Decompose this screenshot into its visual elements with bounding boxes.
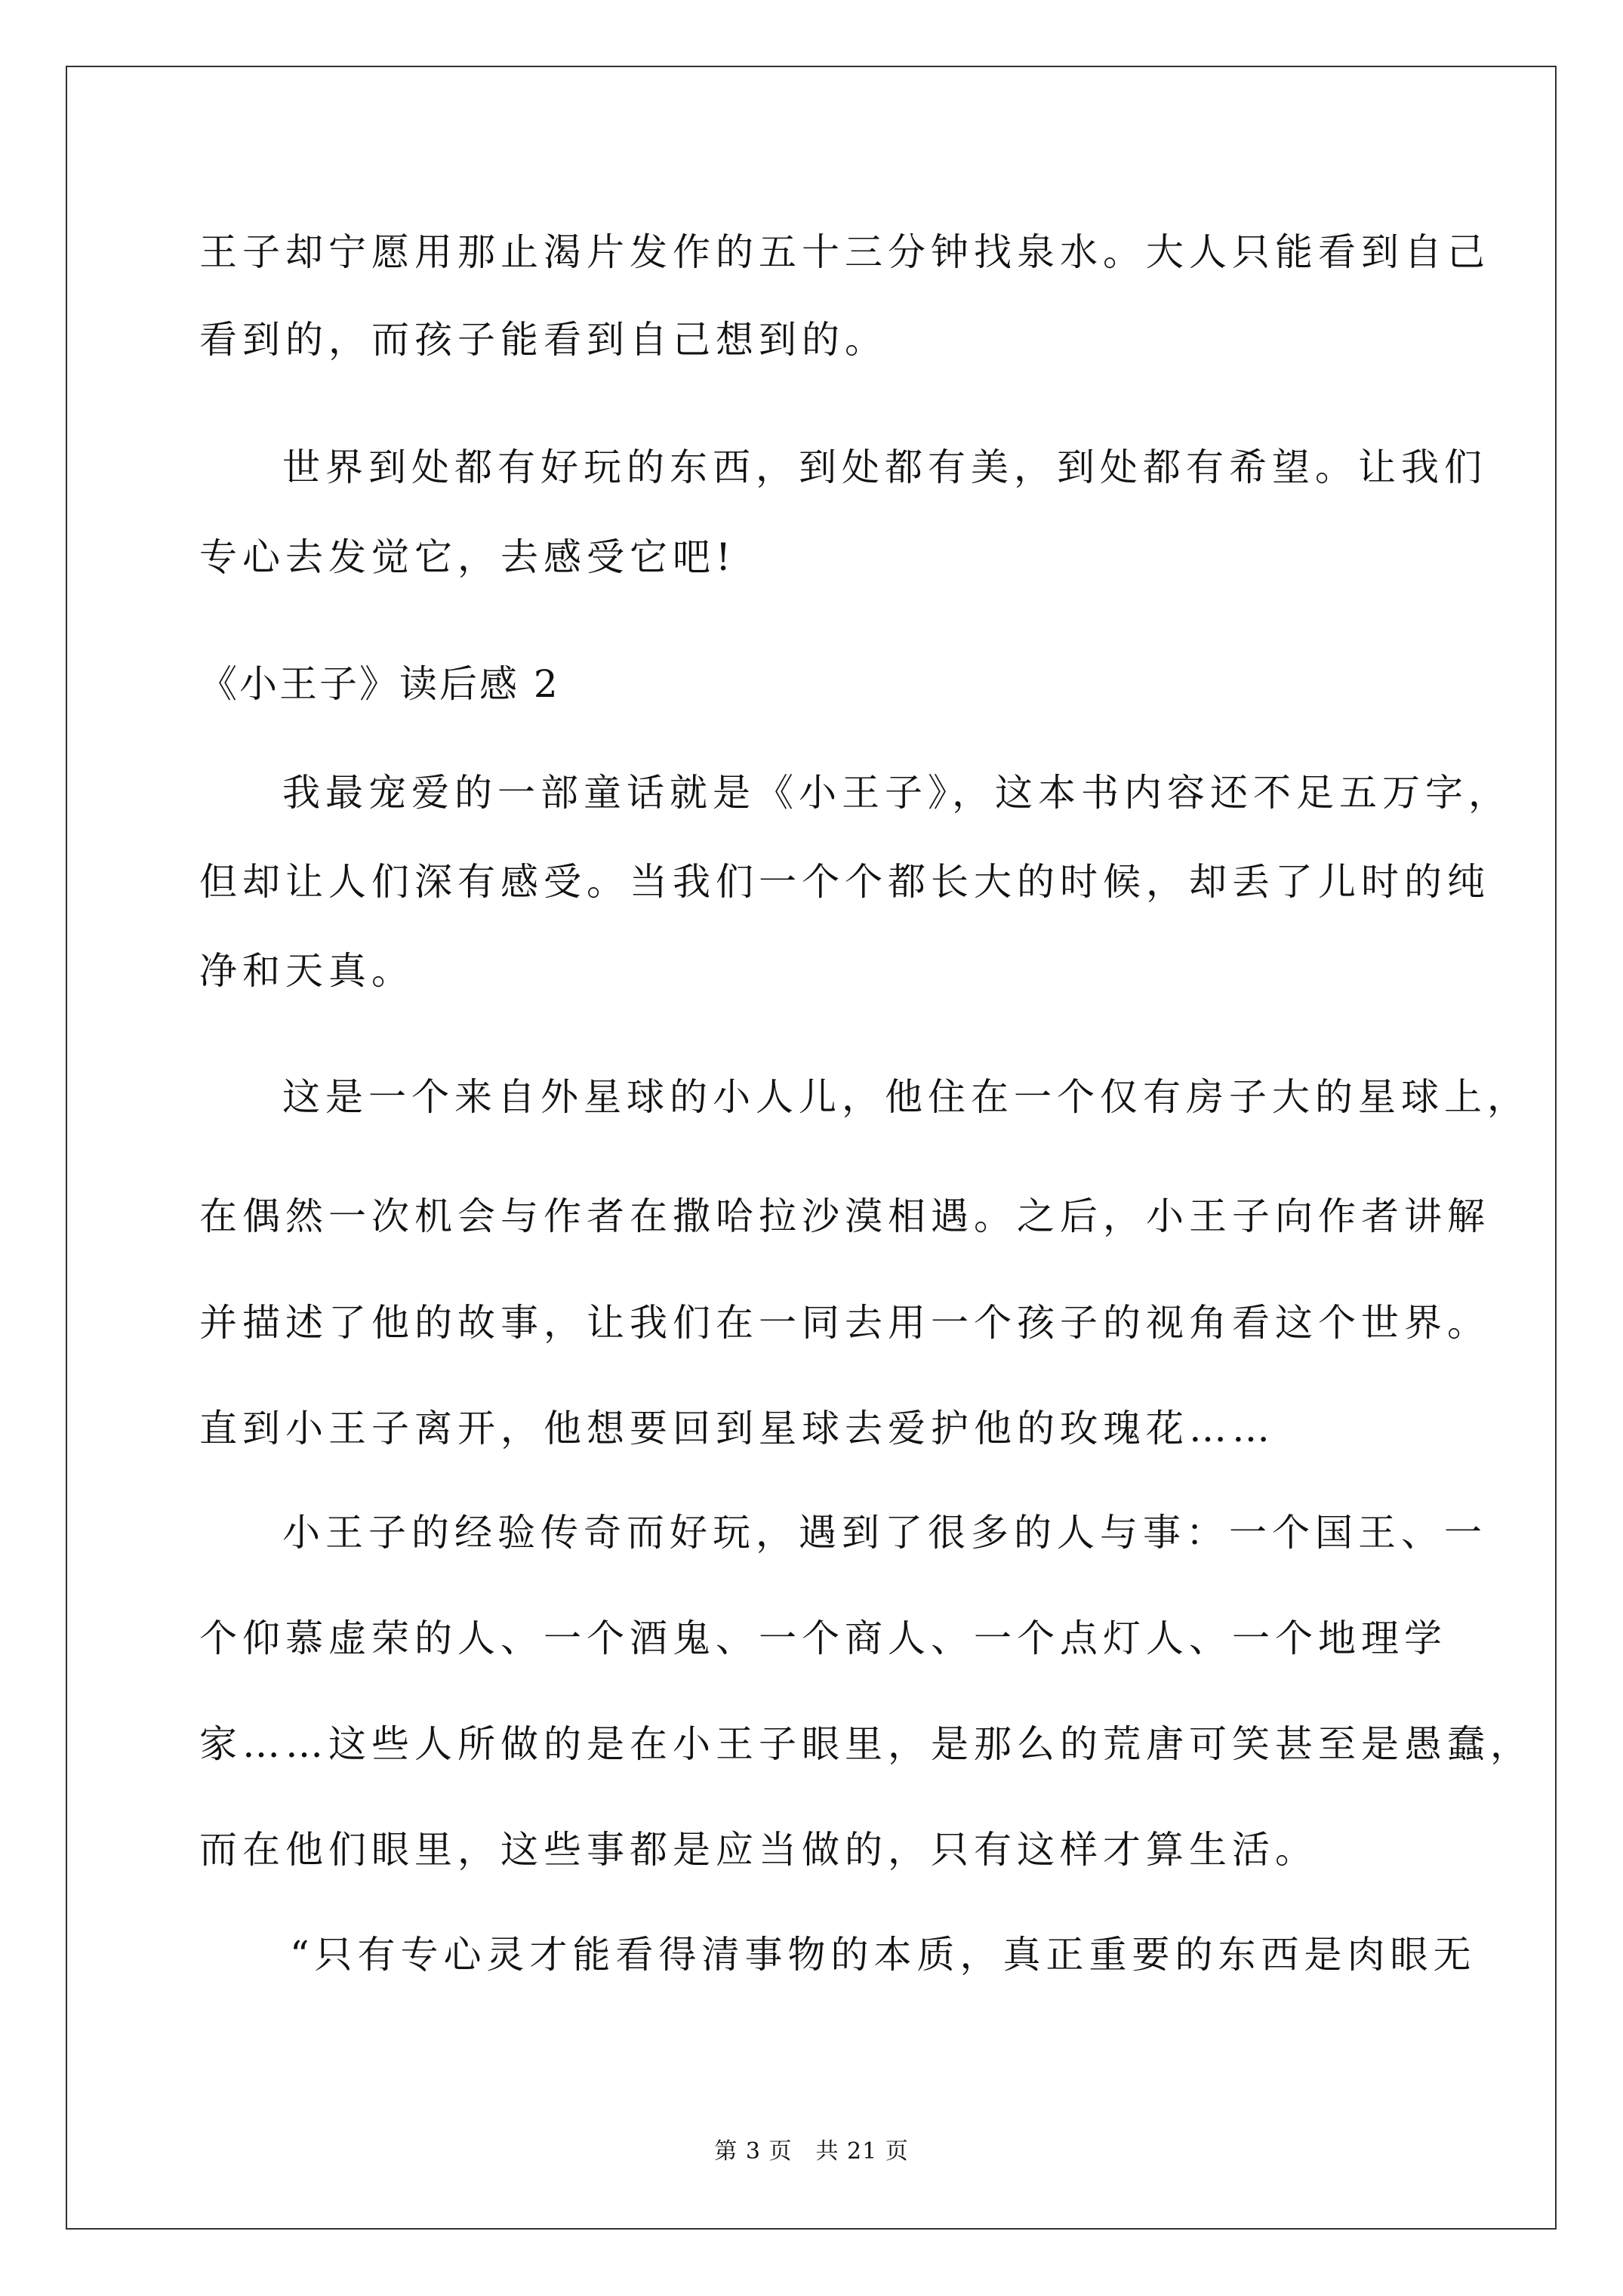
text-line: 看到的，而孩子能看到自己想到的。 — [199, 318, 888, 362]
text-line: 并描述了他的故事，让我们在一同去用一个孩子的视角看这个世界。 — [199, 1301, 1490, 1345]
section-heading: 《小王子》读后感 2 — [199, 662, 560, 706]
text-line: 我最宠爱的一部童话就是《小王子》，这本书内容还不足五万字， — [282, 771, 1511, 815]
text-line: 但却让人们深有感受。当我们一个个都长大的时候，却丢了儿时的纯 — [199, 860, 1490, 904]
text-line: 家……这些人所做的是在小王子眼里，是那么的荒唐可笑甚至是愚蠢， — [199, 1722, 1533, 1766]
text-line: 这是一个来自外星球的小人儿，他住在一个仅有房子大的星球上， — [282, 1075, 1530, 1119]
page-border — [66, 66, 1557, 2230]
text-line: 王子却宁愿用那止渴片发作的五十三分钟找泉水。大人只能看到自己 — [199, 230, 1490, 274]
text-line: 世界到处都有好玩的东西，到处都有美，到处都有希望。让我们 — [282, 445, 1487, 489]
text-line: 专心去发觉它，去感受它吧! — [199, 535, 737, 579]
page-number: 第 3 页 共 21 页 — [714, 2138, 909, 2165]
text-line: 而在他们眼里，这些事都是应当做的，只有这样才算生活。 — [199, 1828, 1318, 1872]
text-line: 小王子的经验传奇而好玩，遇到了很多的人与事：一个国王、一 — [282, 1511, 1487, 1555]
text-line: 个仰慕虚荣的人、一个酒鬼、一个商人、一个点灯人、一个地理学 — [199, 1616, 1447, 1660]
text-line: 在偶然一次机会与作者在撒哈拉沙漠相遇。之后，小王子向作者讲解 — [199, 1194, 1490, 1238]
text-line: 净和天真。 — [199, 949, 414, 993]
text-line: “只有专心灵才能看得清事物的本质，真正重要的东西是肉眼无 — [290, 1933, 1477, 1977]
text-line: 直到小王子离开，他想要回到星球去爱护他的玫瑰花…… — [199, 1407, 1275, 1450]
